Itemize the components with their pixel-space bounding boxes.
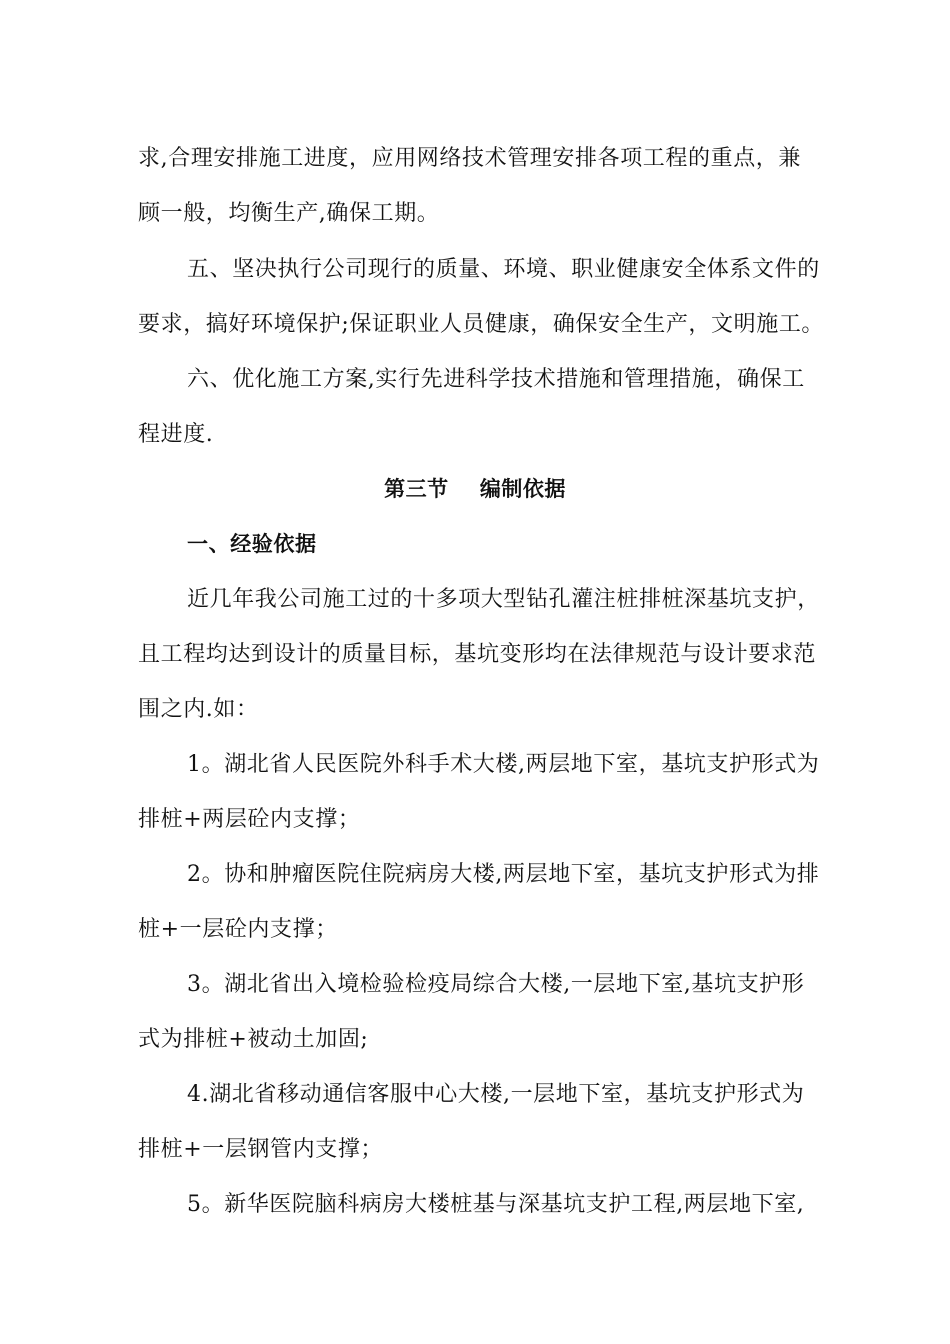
paragraph-line: 顾一般，均衡生产,确保工期。 xyxy=(138,201,440,226)
list-item-line: 3。湖北省出入境检验检疫局综合大楼,一层地下室,基坑支护形 xyxy=(187,972,805,997)
paragraph-line: 要求，搞好环境保护;保证职业人员健康，确保安全生产，文明施工。 xyxy=(138,312,825,337)
paragraph-line: 程进度. xyxy=(138,422,214,447)
list-item-line: 式为排桩+被动土加固; xyxy=(138,1027,369,1052)
subsection-title: 一、经验依据 xyxy=(187,532,317,556)
list-item-line: 桩+一层砼内支撑； xyxy=(138,917,338,942)
paragraph-line: 近几年我公司施工过的十多项大型钻孔灌注桩排桩深基坑支护， xyxy=(187,587,820,612)
list-item-line: 排桩+一层钢管内支撑； xyxy=(138,1137,384,1162)
list-item-line: 5。新华医院脑科病房大楼桩基与深基坑支护工程,两层地下室, xyxy=(187,1192,805,1217)
paragraph-line: 六、优化施工方案,实行先进科学技术措施和管理措施，确保工 xyxy=(187,367,805,392)
paragraph-line: 求,合理安排施工进度，应用网络技术管理安排各项工程的重点，兼 xyxy=(138,146,801,171)
list-item-line: 1。湖北省人民医院外科手术大楼,两层地下室，基坑支护形式为 xyxy=(187,752,820,777)
paragraph-line: 且工程均达到设计的质量目标，基坑变形均在法律规范与设计要求范 xyxy=(138,642,817,667)
list-item-line: 4.湖北省移动通信客服中心大楼,一层地下室，基坑支护形式为 xyxy=(187,1082,805,1107)
list-item-line: 排桩+两层砼内支撑； xyxy=(138,807,361,832)
list-item-line: 2。协和肿瘤医院住院病房大楼,两层地下室，基坑支护形式为排 xyxy=(187,862,820,887)
paragraph-line: 围之内.如： xyxy=(138,697,259,722)
paragraph-line: 五、坚决执行公司现行的质量、环境、职业健康安全体系文件的 xyxy=(187,257,820,282)
section-title: 第三节 编制依据 xyxy=(384,477,566,501)
